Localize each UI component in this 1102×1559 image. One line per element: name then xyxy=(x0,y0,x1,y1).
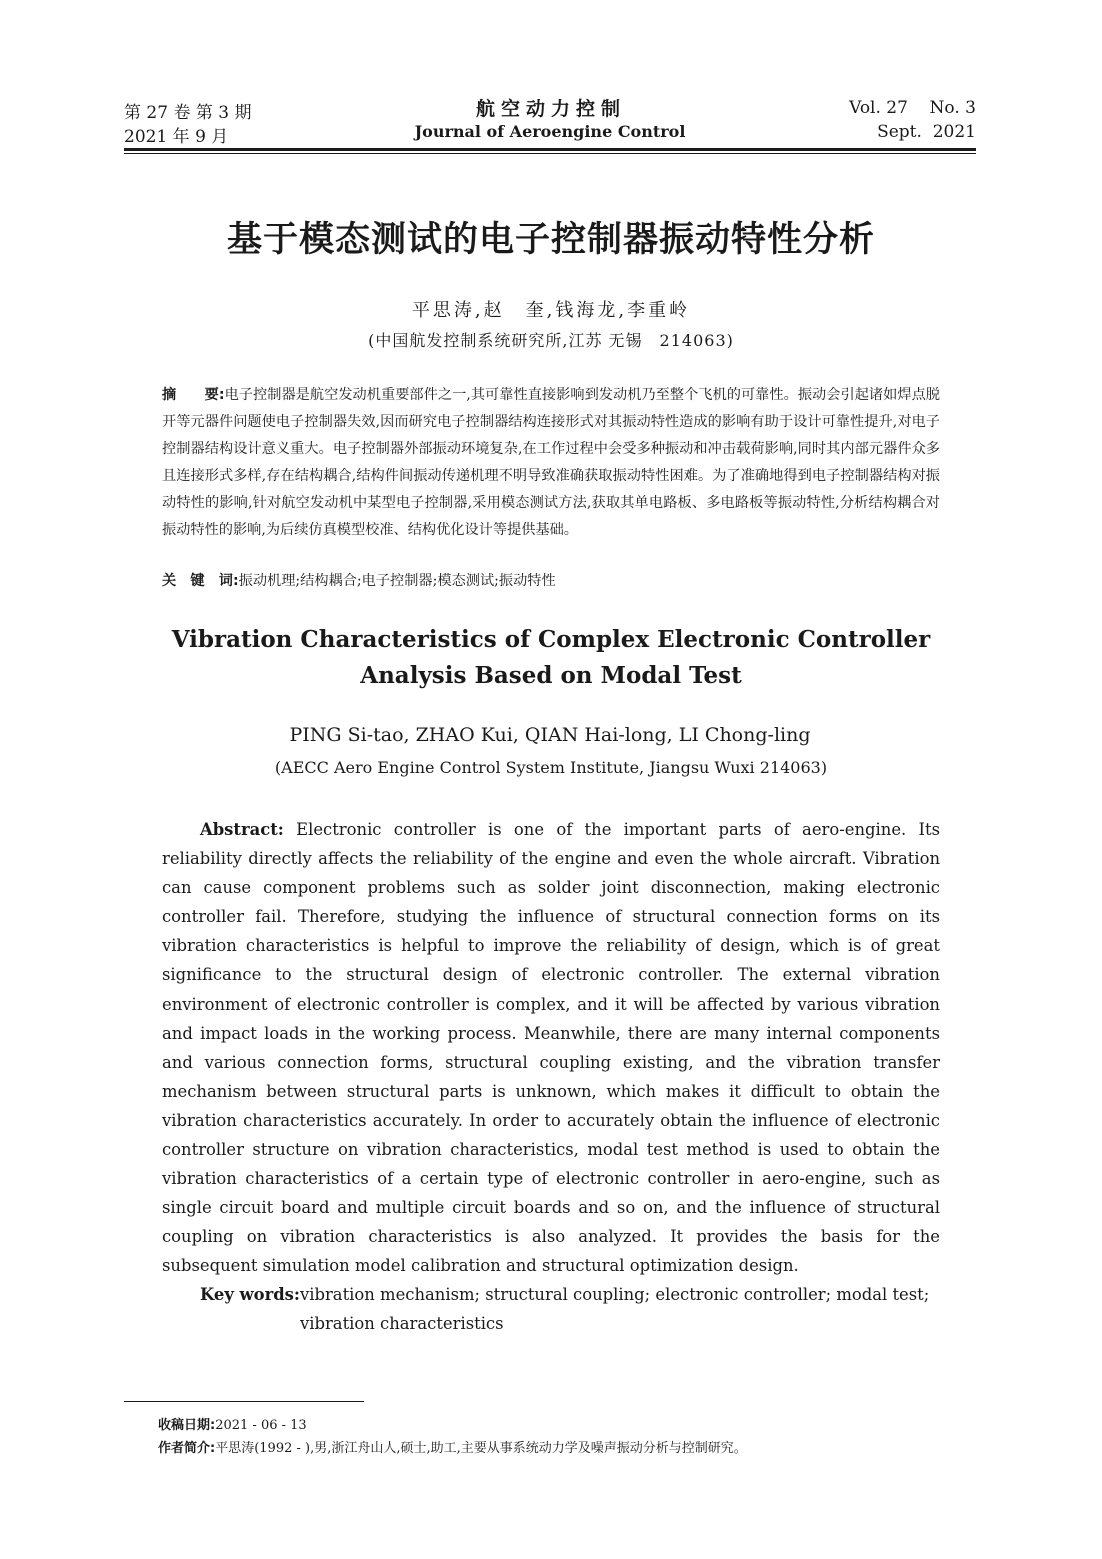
authors-en: PING Si-tao, ZHAO Kui, QIAN Hai-long, LI Chong-ling xyxy=(289,724,811,746)
paper-title-cn: 基于模态测试的电子控制器振动特性分析 xyxy=(226,220,875,260)
keywords-en xyxy=(200,1280,940,1338)
received-value: 2021 - 06 - 13 xyxy=(215,1418,307,1433)
author-bio-label: 作者简介: xyxy=(158,1441,216,1456)
paper-title-en-line2: Analysis Based on Modal Test xyxy=(360,662,742,689)
authors-cn: 平思涛,赵 奎,钱海龙,李重岭 xyxy=(411,300,691,321)
keywords-en-label: Key words: xyxy=(200,1285,300,1304)
issue-date-cn: 2021 年 9 月 xyxy=(124,127,229,147)
footnote-rule xyxy=(124,1401,364,1402)
abstract-cn-text: 电子控制器是航空发动机重要部件之一,其可靠性直接影响到发动机乃至整个飞机的可靠性。振动会引起诸如焊点脱开等元器件问题使电子控制器失效,因而研究电子控制器结构连接形式对其振动特性造成的影响有助于设计可靠性提升,对电子控制器结构设计意义重大。电子控制器外部振动环境复杂,在工作过程中会受多种振动和冲击载荷影响,同时其内部元器件众多且连接形式多样,存在结构耦合,结构件间振动传递机理不明导致准确获取振动特性困难。为了准确地得到电子控制器结构对振动特性的影响,针对航空发动机中某型电子控制器,采用模态测试方法,获取其单电路板、多电路板等振动特性,分析结构耦合对振动特性的影响,为后续仿真模型校准、结构优化设计等提供基础。 xyxy=(162,387,940,539)
abstract-en-label: Abstract: xyxy=(200,820,284,839)
volume-number-en: Vol. 27 No. 3 xyxy=(849,98,976,118)
abstract-en xyxy=(162,815,940,1281)
header-rule-thick xyxy=(124,148,976,151)
keywords-en-text: vibration mechanism; structural coupling; electronic controller; modal test; vibration characteristics xyxy=(299,1285,930,1334)
footnote-author xyxy=(158,1437,747,1456)
paper-title-en xyxy=(0,622,1102,694)
affiliation-en: (AECC Aero Engine Control System Institute, Jiangsu Wuxi 214063) xyxy=(274,758,828,777)
keywords-cn xyxy=(162,568,940,595)
author-bio-value: 平思涛(1992 - ),男,浙江舟山人,硕士,助工,主要从事系统动力学及噪声振动分析与控制研究。 xyxy=(215,1441,747,1456)
keywords-cn-text: 振动机理;结构耦合;电子控制器;模态测试;振动特性 xyxy=(238,573,556,589)
abstract-cn-label: 摘 要: xyxy=(162,387,225,403)
footnote-received xyxy=(158,1414,307,1433)
abstract-en-text: Electronic controller is one of the important parts of aero-engine. Its reliability directly affects the reliability of the engine and even the whole aircraft. Vibration can cause component problems such as solder joint disconnection, making electronic controller fail. Therefore, studying the influence of structural connection forms on its vibration characteristics is helpful to improve the reliability of design, which is of great significance to the structural design of electronic controller. The external vibration environment of electronic controller is complex, and it will be affected by various vibration and impact loads in the working process. Meanwhile, there are many internal components and various connection forms, structural coupling existing, and the vibration transfer mechanism between structural parts is unknown, which makes it difficult to obtain the vibration characteristics accurately. In order to accurately obtain the influence of electronic controller structure on vibration characteristics, modal test method is used to obtain the vibration characteristics of a certain type of electronic controller in aero-engine, such as single circuit board and multiple circuit boards and so on, and the influence of structural coupling on vibration characteristics is also analyzed. It provides the basis for the subsequent simulation model calibration and structural optimization design. xyxy=(162,820,940,1276)
issue-date-en: Sept. 2021 xyxy=(877,122,976,142)
abstract-cn xyxy=(162,382,940,545)
paper-title-en-line1: Vibration Characteristics of Complex Electronic Controller xyxy=(171,626,931,653)
header-rule-thin xyxy=(124,153,976,154)
keywords-cn-label: 关 键 词: xyxy=(162,573,239,589)
journal-name-cn: 航空动力控制 xyxy=(475,98,626,120)
affiliation-cn: (中国航发控制系统研究所,江苏 无锡 214063) xyxy=(368,331,734,350)
journal-name-en: Journal of Aeroengine Control xyxy=(414,122,686,141)
received-label: 收稿日期: xyxy=(158,1418,216,1433)
volume-issue: 第 27 卷 第 3 期 xyxy=(124,103,252,123)
